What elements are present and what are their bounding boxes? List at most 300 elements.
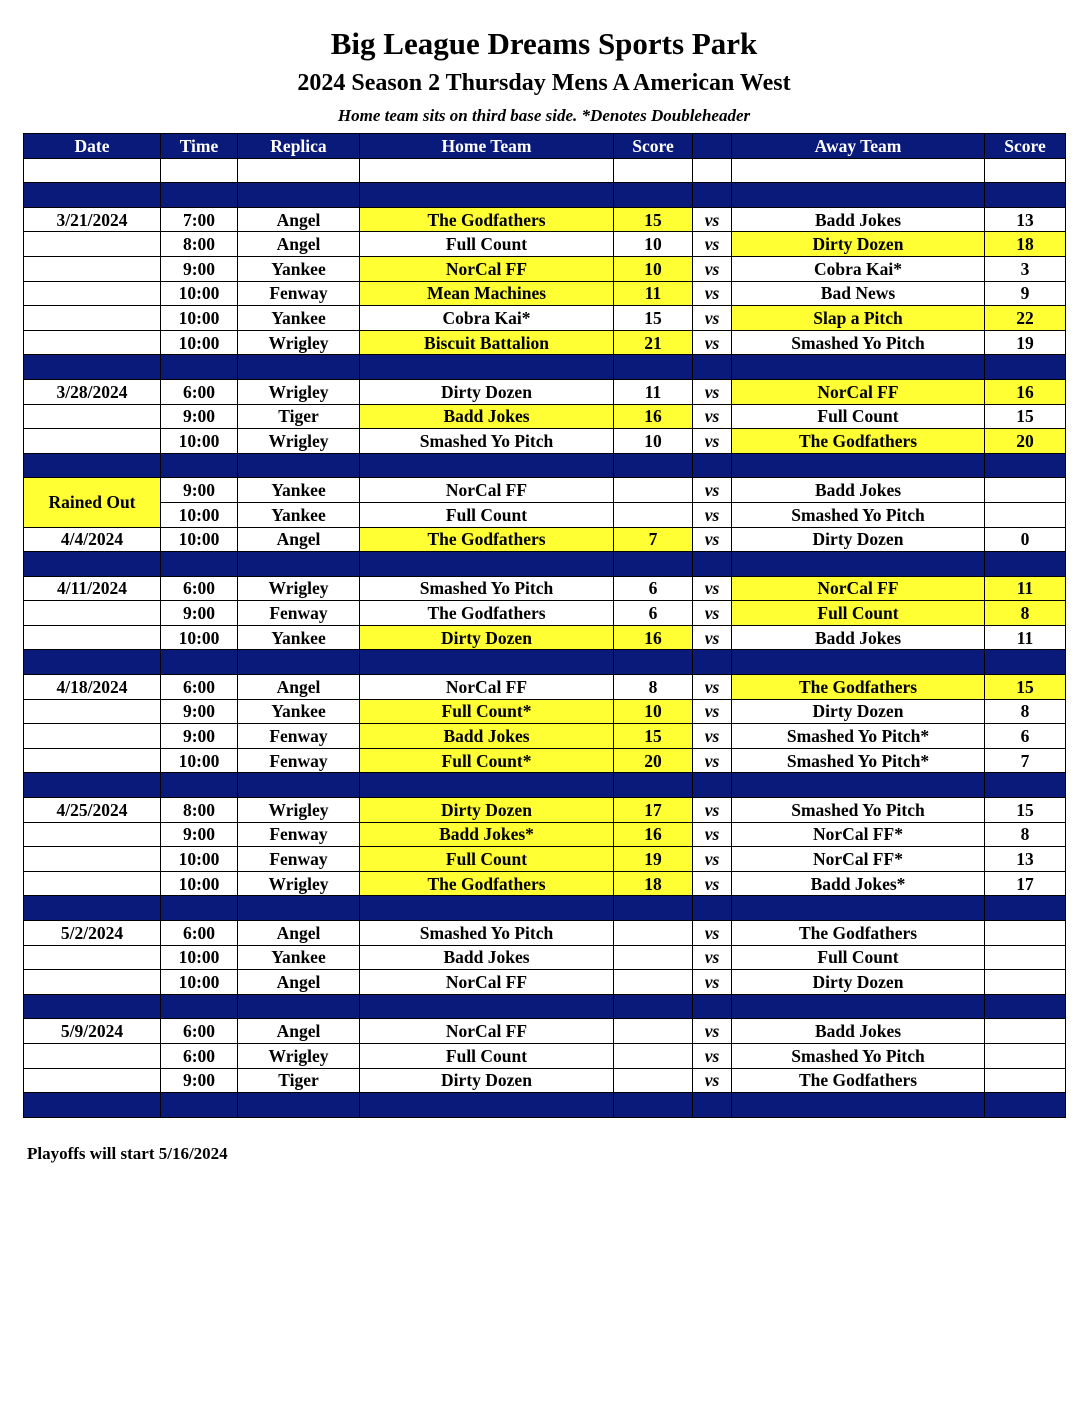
separator-cell xyxy=(985,896,1066,921)
separator-cell xyxy=(238,1093,360,1118)
home-score-cell: 17 xyxy=(614,798,693,823)
column-header-away-team: Away Team xyxy=(732,134,985,159)
away-team-cell: NorCal FF* xyxy=(732,822,985,847)
time-cell: 6:00 xyxy=(161,1043,238,1068)
home-team-cell: Badd Jokes xyxy=(360,404,614,429)
replica-cell: Fenway xyxy=(238,822,360,847)
home-score-cell: 11 xyxy=(614,281,693,306)
replica-cell: Wrigley xyxy=(238,330,360,355)
away-team-cell: Badd Jokes xyxy=(732,1019,985,1044)
separator-cell xyxy=(238,355,360,380)
date-cell xyxy=(24,871,161,896)
away-team-cell: Badd Jokes xyxy=(732,478,985,503)
away-team-cell: The Godfathers xyxy=(732,675,985,700)
separator-cell xyxy=(693,1093,732,1118)
vs-cell: vs xyxy=(693,724,732,749)
date-cell: 3/28/2024 xyxy=(24,379,161,404)
vs-cell: vs xyxy=(693,798,732,823)
separator-cell xyxy=(985,773,1066,798)
away-team-cell: Badd Jokes xyxy=(732,625,985,650)
time-cell: 10:00 xyxy=(161,945,238,970)
away-score-cell: 13 xyxy=(985,847,1066,872)
separator-cell xyxy=(732,994,985,1019)
time-cell: 10:00 xyxy=(161,970,238,995)
table-row xyxy=(24,576,1066,601)
vs-cell: vs xyxy=(693,1043,732,1068)
home-team-cell: Cobra Kai* xyxy=(360,306,614,331)
time-cell: 9:00 xyxy=(161,699,238,724)
separator-cell xyxy=(614,994,693,1019)
separator-cell xyxy=(693,773,732,798)
date-cell xyxy=(24,281,161,306)
away-score-cell xyxy=(985,1068,1066,1093)
date-cell xyxy=(24,724,161,749)
table-row xyxy=(24,502,1066,527)
away-team-cell: Smashed Yo Pitch* xyxy=(732,724,985,749)
vs-cell: vs xyxy=(693,822,732,847)
replica-cell: Angel xyxy=(238,921,360,946)
table-row xyxy=(24,601,1066,626)
table-row xyxy=(24,921,1066,946)
vs-cell: vs xyxy=(693,281,732,306)
home-score-cell: 8 xyxy=(614,675,693,700)
separator-cell xyxy=(360,896,614,921)
separator-row xyxy=(24,183,1066,208)
home-score-cell: 18 xyxy=(614,871,693,896)
separator-cell xyxy=(693,650,732,675)
away-score-cell: 15 xyxy=(985,404,1066,429)
time-cell: 9:00 xyxy=(161,404,238,429)
time-cell: 9:00 xyxy=(161,724,238,749)
replica-cell: Fenway xyxy=(238,601,360,626)
separator-cell xyxy=(732,453,985,478)
replica-cell: Yankee xyxy=(238,945,360,970)
home-team-cell: Full Count xyxy=(360,232,614,257)
home-team-cell: Full Count xyxy=(360,847,614,872)
away-team-cell: Cobra Kai* xyxy=(732,256,985,281)
table-row xyxy=(24,675,1066,700)
separator-cell xyxy=(238,552,360,577)
date-cell xyxy=(24,601,161,626)
separator-cell xyxy=(732,1093,985,1118)
replica-cell: Wrigley xyxy=(238,798,360,823)
replica-cell: Fenway xyxy=(238,748,360,773)
blank-cell xyxy=(238,158,360,183)
column-header-away-score: Score xyxy=(985,134,1066,159)
date-cell xyxy=(24,1068,161,1093)
away-team-cell: Dirty Dozen xyxy=(732,527,985,552)
home-score-cell: 21 xyxy=(614,330,693,355)
home-score-cell: 6 xyxy=(614,576,693,601)
vs-cell: vs xyxy=(693,748,732,773)
blank-cell xyxy=(732,158,985,183)
separator-cell xyxy=(24,994,161,1019)
home-score-cell: 10 xyxy=(614,699,693,724)
time-cell: 10:00 xyxy=(161,502,238,527)
home-score-cell: 11 xyxy=(614,379,693,404)
column-header-date: Date xyxy=(24,134,161,159)
separator-cell xyxy=(24,552,161,577)
blank-row xyxy=(24,158,1066,183)
time-cell: 9:00 xyxy=(161,256,238,281)
vs-cell: vs xyxy=(693,847,732,872)
separator-cell xyxy=(360,355,614,380)
replica-cell: Yankee xyxy=(238,256,360,281)
time-cell: 8:00 xyxy=(161,798,238,823)
separator-cell xyxy=(360,1093,614,1118)
away-score-cell: 8 xyxy=(985,699,1066,724)
time-cell: 10:00 xyxy=(161,330,238,355)
separator-row xyxy=(24,552,1066,577)
separator-cell xyxy=(161,1093,238,1118)
time-cell: 10:00 xyxy=(161,306,238,331)
vs-cell: vs xyxy=(693,699,732,724)
separator-cell xyxy=(24,650,161,675)
home-score-cell xyxy=(614,478,693,503)
vs-cell: vs xyxy=(693,970,732,995)
blank-cell xyxy=(614,158,693,183)
replica-cell: Fenway xyxy=(238,281,360,306)
blank-cell xyxy=(360,158,614,183)
away-team-cell: Full Count xyxy=(732,404,985,429)
blank-cell xyxy=(24,158,161,183)
replica-cell: Yankee xyxy=(238,306,360,331)
separator-cell xyxy=(161,994,238,1019)
away-team-cell: Dirty Dozen xyxy=(732,232,985,257)
date-cell xyxy=(24,945,161,970)
blank-cell xyxy=(985,158,1066,183)
home-score-cell xyxy=(614,1019,693,1044)
vs-cell: vs xyxy=(693,601,732,626)
schedule-table xyxy=(23,133,1066,1118)
separator-cell xyxy=(985,650,1066,675)
home-team-cell: Dirty Dozen xyxy=(360,379,614,404)
away-team-cell: The Godfathers xyxy=(732,1068,985,1093)
away-score-cell xyxy=(985,945,1066,970)
home-team-cell: The Godfathers xyxy=(360,601,614,626)
separator-cell xyxy=(985,1093,1066,1118)
table-row xyxy=(24,798,1066,823)
vs-cell: vs xyxy=(693,1068,732,1093)
home-team-cell: Badd Jokes* xyxy=(360,822,614,847)
vs-cell: vs xyxy=(693,625,732,650)
separator-cell xyxy=(238,183,360,208)
separator-row xyxy=(24,773,1066,798)
away-score-cell: 6 xyxy=(985,724,1066,749)
schedule-note: Home team sits on third base side. *Denotes Doubleheader xyxy=(337,106,751,125)
home-score-cell xyxy=(614,945,693,970)
date-cell xyxy=(24,306,161,331)
separator-cell xyxy=(614,552,693,577)
replica-cell: Angel xyxy=(238,232,360,257)
away-score-cell: 19 xyxy=(985,330,1066,355)
separator-cell xyxy=(360,453,614,478)
vs-cell: vs xyxy=(693,429,732,454)
separator-cell xyxy=(693,355,732,380)
time-cell: 10:00 xyxy=(161,527,238,552)
home-score-cell: 16 xyxy=(614,822,693,847)
separator-cell xyxy=(238,650,360,675)
separator-cell xyxy=(614,650,693,675)
home-score-cell: 16 xyxy=(614,625,693,650)
separator-cell xyxy=(693,552,732,577)
home-team-cell: Mean Machines xyxy=(360,281,614,306)
separator-cell xyxy=(693,896,732,921)
away-score-cell: 17 xyxy=(985,871,1066,896)
home-score-cell xyxy=(614,1068,693,1093)
table-row xyxy=(24,306,1066,331)
column-header-vs xyxy=(693,134,732,159)
separator-cell xyxy=(614,896,693,921)
away-score-cell: 8 xyxy=(985,601,1066,626)
home-score-cell: 15 xyxy=(614,306,693,331)
away-team-cell: Dirty Dozen xyxy=(732,699,985,724)
blank-cell xyxy=(161,158,238,183)
date-cell xyxy=(24,404,161,429)
away-score-cell: 7 xyxy=(985,748,1066,773)
away-team-cell: Bad News xyxy=(732,281,985,306)
separator-cell xyxy=(614,453,693,478)
time-cell: 9:00 xyxy=(161,822,238,847)
away-team-cell: Slap a Pitch xyxy=(732,306,985,331)
home-team-cell: NorCal FF xyxy=(360,970,614,995)
separator-cell xyxy=(985,552,1066,577)
away-score-cell: 20 xyxy=(985,429,1066,454)
home-score-cell xyxy=(614,921,693,946)
date-cell xyxy=(24,330,161,355)
separator-cell xyxy=(24,183,161,208)
home-score-cell: 7 xyxy=(614,527,693,552)
separator-cell xyxy=(238,773,360,798)
separator-cell xyxy=(161,183,238,208)
replica-cell: Angel xyxy=(238,1019,360,1044)
home-team-cell: Full Count* xyxy=(360,699,614,724)
away-score-cell xyxy=(985,970,1066,995)
time-cell: 6:00 xyxy=(161,1019,238,1044)
date-cell xyxy=(24,748,161,773)
table-row xyxy=(24,945,1066,970)
time-cell: 8:00 xyxy=(161,232,238,257)
replica-cell: Fenway xyxy=(238,847,360,872)
away-score-cell xyxy=(985,1019,1066,1044)
separator-cell xyxy=(614,773,693,798)
replica-cell: Tiger xyxy=(238,404,360,429)
separator-cell xyxy=(161,650,238,675)
home-score-cell: 16 xyxy=(614,404,693,429)
table-row xyxy=(24,281,1066,306)
home-team-cell: The Godfathers xyxy=(360,527,614,552)
separator-cell xyxy=(732,552,985,577)
home-score-cell: 10 xyxy=(614,232,693,257)
home-score-cell: 6 xyxy=(614,601,693,626)
table-row xyxy=(24,256,1066,281)
away-score-cell: 15 xyxy=(985,675,1066,700)
table-row xyxy=(24,429,1066,454)
away-team-cell: NorCal FF xyxy=(732,576,985,601)
away-score-cell: 16 xyxy=(985,379,1066,404)
date-cell xyxy=(24,232,161,257)
away-team-cell: The Godfathers xyxy=(732,429,985,454)
home-team-cell: Dirty Dozen xyxy=(360,1068,614,1093)
separator-cell xyxy=(238,994,360,1019)
home-score-cell xyxy=(614,970,693,995)
replica-cell: Wrigley xyxy=(238,1043,360,1068)
time-cell: 6:00 xyxy=(161,921,238,946)
time-cell: 6:00 xyxy=(161,379,238,404)
replica-cell: Wrigley xyxy=(238,871,360,896)
date-cell xyxy=(24,625,161,650)
separator-cell xyxy=(24,453,161,478)
separator-cell xyxy=(732,355,985,380)
time-cell: 9:00 xyxy=(161,478,238,503)
time-cell: 9:00 xyxy=(161,601,238,626)
home-team-cell: Badd Jokes xyxy=(360,724,614,749)
separator-cell xyxy=(985,453,1066,478)
table-row xyxy=(24,871,1066,896)
vs-cell: vs xyxy=(693,502,732,527)
home-team-cell: Biscuit Battalion xyxy=(360,330,614,355)
date-cell xyxy=(24,822,161,847)
away-team-cell: NorCal FF xyxy=(732,379,985,404)
separator-row xyxy=(24,896,1066,921)
vs-cell: vs xyxy=(693,330,732,355)
away-team-cell: Badd Jokes* xyxy=(732,871,985,896)
table-row xyxy=(24,478,1066,503)
separator-cell xyxy=(614,355,693,380)
home-team-cell: Full Count xyxy=(360,502,614,527)
time-cell: 10:00 xyxy=(161,429,238,454)
separator-cell xyxy=(360,994,614,1019)
column-header-time: Time xyxy=(161,134,238,159)
date-cell: 3/21/2024 xyxy=(24,207,161,232)
replica-cell: Angel xyxy=(238,207,360,232)
separator-cell xyxy=(732,183,985,208)
home-team-cell: Full Count xyxy=(360,1043,614,1068)
home-team-cell: Dirty Dozen xyxy=(360,798,614,823)
date-cell: 5/2/2024 xyxy=(24,921,161,946)
date-cell xyxy=(24,256,161,281)
vs-cell: vs xyxy=(693,256,732,281)
separator-cell xyxy=(24,896,161,921)
separator-cell xyxy=(614,1093,693,1118)
replica-cell: Yankee xyxy=(238,625,360,650)
separator-row xyxy=(24,355,1066,380)
separator-cell xyxy=(732,773,985,798)
away-team-cell: Smashed Yo Pitch xyxy=(732,798,985,823)
vs-cell: vs xyxy=(693,945,732,970)
separator-row xyxy=(24,994,1066,1019)
separator-cell xyxy=(732,650,985,675)
vs-cell: vs xyxy=(693,576,732,601)
rained-out-label: Rained Out xyxy=(24,478,161,527)
date-cell: 4/18/2024 xyxy=(24,675,161,700)
column-header-replica: Replica xyxy=(238,134,360,159)
column-header-home-score: Score xyxy=(614,134,693,159)
home-score-cell: 10 xyxy=(614,429,693,454)
away-team-cell: Smashed Yo Pitch xyxy=(732,502,985,527)
replica-cell: Yankee xyxy=(238,502,360,527)
home-team-cell: The Godfathers xyxy=(360,871,614,896)
home-team-cell: The Godfathers xyxy=(360,207,614,232)
home-score-cell: 19 xyxy=(614,847,693,872)
away-team-cell: Dirty Dozen xyxy=(732,970,985,995)
replica-cell: Yankee xyxy=(238,699,360,724)
time-cell: 10:00 xyxy=(161,847,238,872)
time-cell: 6:00 xyxy=(161,675,238,700)
separator-cell xyxy=(985,355,1066,380)
home-team-cell: NorCal FF xyxy=(360,256,614,281)
home-team-cell: Full Count* xyxy=(360,748,614,773)
table-row xyxy=(24,1068,1066,1093)
separator-cell xyxy=(24,355,161,380)
date-cell: 4/25/2024 xyxy=(24,798,161,823)
away-score-cell xyxy=(985,1043,1066,1068)
table-row xyxy=(24,822,1066,847)
date-cell: 4/4/2024 xyxy=(24,527,161,552)
vs-cell: vs xyxy=(693,921,732,946)
table-row xyxy=(24,625,1066,650)
separator-cell xyxy=(693,183,732,208)
time-cell: 6:00 xyxy=(161,576,238,601)
vs-cell: vs xyxy=(693,232,732,257)
home-score-cell xyxy=(614,1043,693,1068)
replica-cell: Angel xyxy=(238,527,360,552)
table-row xyxy=(24,1043,1066,1068)
home-team-cell: Smashed Yo Pitch xyxy=(360,429,614,454)
replica-cell: Tiger xyxy=(238,1068,360,1093)
replica-cell: Wrigley xyxy=(238,429,360,454)
blank-cell xyxy=(693,158,732,183)
away-score-cell xyxy=(985,921,1066,946)
table-row xyxy=(24,330,1066,355)
time-cell: 10:00 xyxy=(161,625,238,650)
time-cell: 10:00 xyxy=(161,871,238,896)
separator-cell xyxy=(732,896,985,921)
table-row xyxy=(24,748,1066,773)
home-team-cell: NorCal FF xyxy=(360,675,614,700)
vs-cell: vs xyxy=(693,207,732,232)
away-score-cell: 8 xyxy=(985,822,1066,847)
separator-cell xyxy=(360,650,614,675)
separator-cell xyxy=(161,773,238,798)
separator-cell xyxy=(985,994,1066,1019)
table-row xyxy=(24,379,1066,404)
table-row xyxy=(24,724,1066,749)
home-team-cell: NorCal FF xyxy=(360,1019,614,1044)
date-cell xyxy=(24,847,161,872)
separator-cell xyxy=(161,552,238,577)
table-row xyxy=(24,207,1066,232)
date-cell: 5/9/2024 xyxy=(24,1019,161,1044)
separator-cell xyxy=(360,183,614,208)
replica-cell: Yankee xyxy=(238,478,360,503)
home-team-cell: NorCal FF xyxy=(360,478,614,503)
home-score-cell: 10 xyxy=(614,256,693,281)
vs-cell: vs xyxy=(693,527,732,552)
replica-cell: Angel xyxy=(238,675,360,700)
time-cell: 10:00 xyxy=(161,748,238,773)
home-score-cell: 20 xyxy=(614,748,693,773)
home-score-cell xyxy=(614,502,693,527)
separator-cell xyxy=(360,773,614,798)
away-score-cell: 3 xyxy=(985,256,1066,281)
table-row xyxy=(24,847,1066,872)
replica-cell: Angel xyxy=(238,970,360,995)
away-score-cell: 22 xyxy=(985,306,1066,331)
away-team-cell: The Godfathers xyxy=(732,921,985,946)
separator-cell xyxy=(238,453,360,478)
away-team-cell: Smashed Yo Pitch xyxy=(732,1043,985,1068)
